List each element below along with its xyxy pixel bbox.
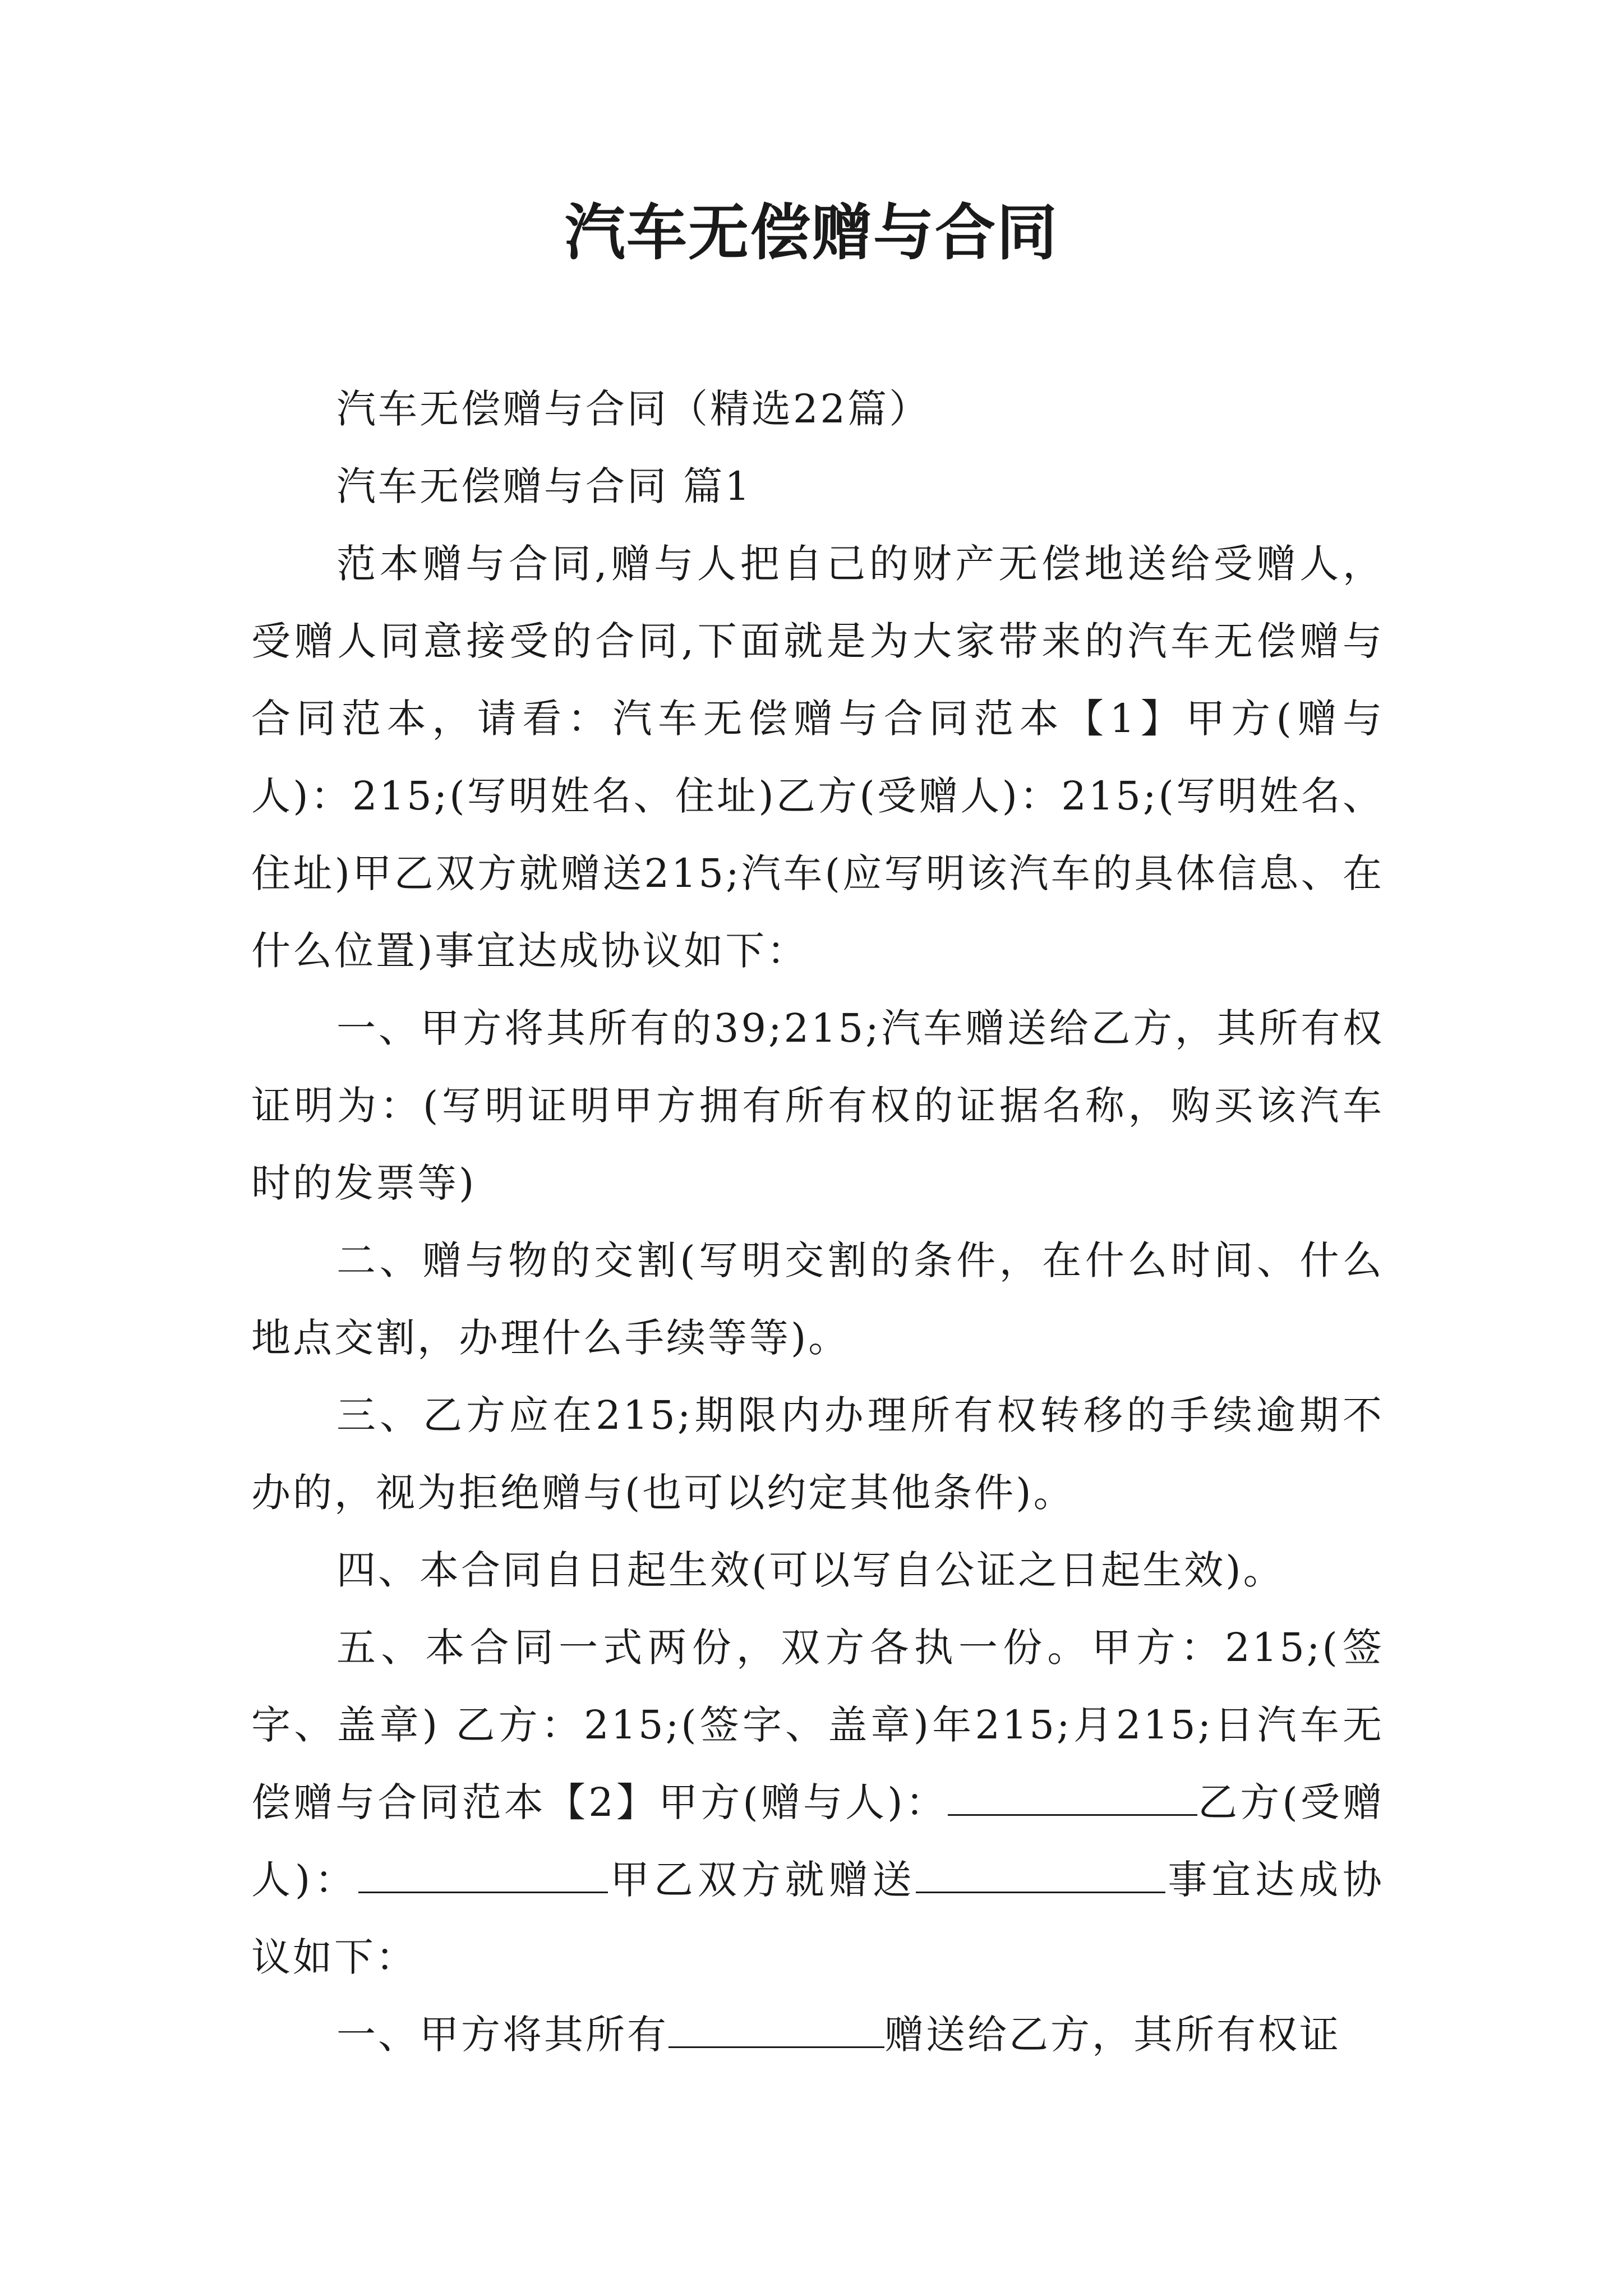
paragraph-subtitle: 汽车无偿赠与合同（精选22篇） — [336, 386, 931, 432]
paragraph-clause-5 — [251, 1609, 1384, 1996]
fill-blank-gift — [916, 1852, 1165, 1893]
fill-blank-donee — [358, 1852, 608, 1893]
paragraph-clause-3: 三、乙方应在215;期限内办理所有权转移的手续逾期不办的，视为拒绝赠与(也可以约定其他条件)。 — [251, 1392, 1384, 1516]
document-title: 汽车无偿赠与合同 — [564, 197, 1058, 268]
template-2-text-a: 一、甲方将其所有 — [336, 2012, 668, 2058]
paragraph-clause-4: 四、本合同自日起生效(可以写自公证之日起生效)。 — [336, 1547, 1285, 1593]
template-2-text-b: 赠送给乙方，其所有权证 — [884, 2012, 1341, 2058]
paragraph-template-2-clause-1 — [251, 1996, 1384, 2073]
clause-5-text-c: 甲乙双方就赠送 — [608, 1857, 916, 1903]
paragraph-clause-1: 一、甲方将其所有的39;215;汽车赠送给乙方，其所有权证明为：(写明证明甲方拥有所有权的证据名称，购买该汽车时的发票等) — [251, 1005, 1384, 1206]
fill-blank-donor — [948, 1775, 1197, 1816]
paragraph-clause-2: 二、赠与物的交割(写明交割的条件，在什么时间、什么地点交割，办理什么手续等等)。 — [251, 1237, 1384, 1361]
clause-5-text-a: 五、本合同一式两份，双方各执一份。甲方：215;(签字、盖章) 乙方：215;(签字、盖章)年215;月215;日汽车无偿赠与合同范本【2】甲方(赠与人)： — [251, 1625, 1384, 1825]
fill-blank-property — [668, 2007, 884, 2048]
document-body — [251, 370, 1384, 2073]
clause-5-text-d: 事宜达成协议如下： — [251, 1857, 1385, 1980]
paragraph-intro: 范本赠与合同,赠与人把自己的财产无偿地送给受赠人，受赠人同意接受的合同,下面就是为大家带来的汽车无偿赠与合同范本，请看：汽车无偿赠与合同范本【1】甲方(赠与人)：215;(写明姓名、住址)乙方(受赠人)：215;(写明姓名、住址)甲乙双方就赠送215;汽车(应写明该汽车的具体信息、在什么位置)事宜达成协议如下： — [251, 541, 1384, 974]
paragraph-section-heading: 汽车无偿赠与合同 篇1 — [336, 463, 752, 509]
clause-5-text-b: 乙方(受赠人)： — [251, 1779, 1384, 1903]
